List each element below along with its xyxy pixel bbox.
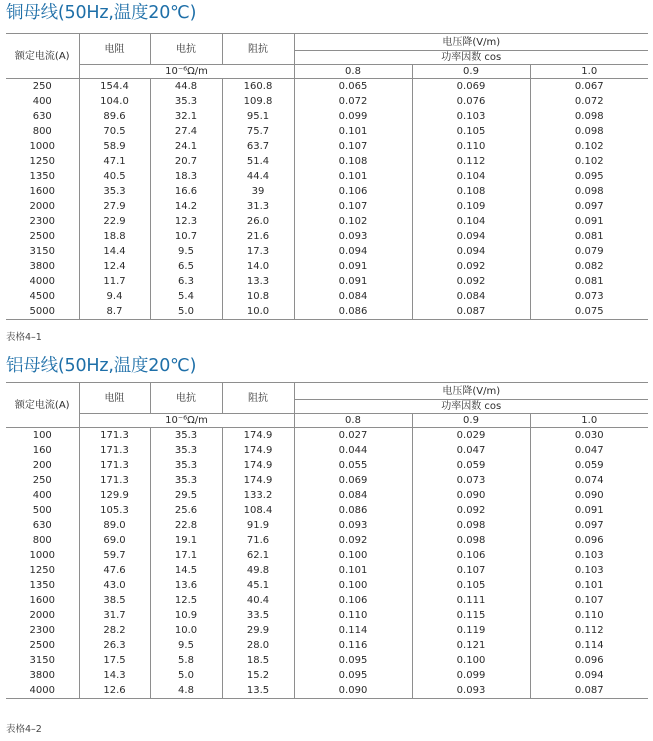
table-row: [6, 274, 648, 289]
table-cell: 47.1: [79, 154, 150, 169]
table-cell: 0.098: [530, 124, 648, 139]
table-cell: 0.092: [412, 259, 530, 274]
table-cell: 160.8: [222, 79, 294, 95]
table-cell: 3150: [29, 655, 55, 666]
table-cell: 25.6: [150, 503, 222, 518]
table-cell: 0.069: [294, 473, 412, 488]
table-cell: 0.103: [412, 109, 530, 124]
table-cell: 800: [32, 126, 52, 137]
table-cell: 69.0: [79, 533, 150, 548]
table-cell: 5000: [6, 304, 79, 320]
table-cell: 1350: [29, 171, 55, 182]
table-cell: 0.112: [412, 154, 530, 169]
table-cell: 0.091: [530, 503, 648, 518]
table-cell: 0.097: [530, 199, 648, 214]
table-cell: 2000: [29, 201, 55, 212]
table-cell: 109.8: [222, 94, 294, 109]
table-row: [6, 139, 648, 154]
table-cell: 29.5: [150, 488, 222, 503]
table-cell: 44.8: [150, 79, 222, 95]
table-cell: 18.8: [79, 229, 150, 244]
aluminum-table-caption: 表格4–2: [6, 724, 42, 735]
table-cell: 0.047: [530, 443, 648, 458]
table-cell: 14.3: [79, 668, 150, 683]
header-pf-1-0: 1.0: [530, 65, 648, 79]
table-cell: 1350: [29, 580, 55, 591]
table-cell: 1250: [29, 156, 55, 167]
table-cell: 100: [32, 430, 52, 441]
table-cell: 12.4: [79, 259, 150, 274]
table-cell: 51.4: [222, 154, 294, 169]
copper-busbar-table: [6, 33, 648, 320]
table-cell: 27.9: [79, 199, 150, 214]
table-cell: 35.3: [79, 184, 150, 199]
table-cell: 0.087: [412, 304, 530, 320]
header-pf-1-0: 1.0: [530, 414, 648, 428]
table-row: [6, 548, 648, 563]
header-resistance: 电阻: [79, 383, 150, 414]
table-cell: 0.091: [294, 259, 412, 274]
table-cell: 5.8: [150, 653, 222, 668]
table-cell: 18.3: [150, 169, 222, 184]
table-cell: 0.114: [294, 623, 412, 638]
table-cell: 630: [32, 520, 52, 531]
table-cell: 0.110: [294, 608, 412, 623]
table-cell: 154.4: [79, 79, 150, 95]
table-cell: 0.092: [294, 533, 412, 548]
table-cell: 0.069: [412, 79, 530, 95]
table-cell: 0.101: [294, 124, 412, 139]
table-cell: 31.3: [222, 199, 294, 214]
table-cell: 0.059: [530, 458, 648, 473]
header-voltage-drop: 电压降(V/m): [294, 34, 648, 51]
table-cell: 2000: [29, 610, 55, 621]
table-cell: 13.6: [150, 578, 222, 593]
table-cell: 104.0: [79, 94, 150, 109]
header-power-factor: 功率因数 cos: [294, 400, 648, 414]
table-row: [6, 458, 648, 473]
table-cell: 0.119: [412, 623, 530, 638]
table-cell: 5.0: [150, 304, 222, 320]
table-cell: 0.100: [294, 548, 412, 563]
table-cell: 26.3: [79, 638, 150, 653]
table-cell: 171.3: [79, 443, 150, 458]
table-row: [6, 259, 648, 274]
table-row: [6, 683, 648, 699]
table-cell: 59.7: [79, 548, 150, 563]
table-cell: 0.098: [530, 184, 648, 199]
table-cell: 14.5: [150, 563, 222, 578]
table-row: [6, 653, 648, 668]
table-cell: 0.065: [294, 79, 412, 95]
table-cell: 0.072: [294, 94, 412, 109]
table-cell: 0.106: [294, 184, 412, 199]
table-cell: 0.101: [294, 563, 412, 578]
table-cell: 171.3: [79, 428, 150, 444]
header-power-factor: 功率因数 cos: [294, 51, 648, 65]
table-cell: 9.5: [150, 244, 222, 259]
table-row: [6, 124, 648, 139]
table-cell: 0.106: [294, 593, 412, 608]
table-row: [6, 533, 648, 548]
table-cell: 0.074: [530, 473, 648, 488]
table-cell: 29.9: [222, 623, 294, 638]
table-cell: 63.7: [222, 139, 294, 154]
table-cell: 0.090: [530, 488, 648, 503]
table-row: [6, 214, 648, 229]
table-cell: 14.2: [150, 199, 222, 214]
table-cell: 0.103: [530, 548, 648, 563]
table-cell: 0.072: [530, 94, 648, 109]
table-cell: 0.087: [530, 683, 648, 699]
table-cell: 39: [222, 184, 294, 199]
table-cell: 13.5: [222, 683, 294, 699]
table-cell: 89.6: [79, 109, 150, 124]
table-cell: 0.096: [530, 533, 648, 548]
table-row: [6, 638, 648, 653]
table-cell: 17.1: [150, 548, 222, 563]
header-impedance: 阻抗: [222, 383, 294, 414]
table-cell: 28.2: [79, 623, 150, 638]
table-cell: 47.6: [79, 563, 150, 578]
table-cell: 0.098: [412, 533, 530, 548]
table-cell: 0.105: [412, 578, 530, 593]
table-cell: 33.5: [222, 608, 294, 623]
table-cell: 95.1: [222, 109, 294, 124]
table-row: [6, 94, 648, 109]
table-cell: 0.107: [294, 199, 412, 214]
table-cell: 20.7: [150, 154, 222, 169]
table-cell: 0.073: [412, 473, 530, 488]
table-cell: 0.111: [412, 593, 530, 608]
copper-table-title: 铜母线(50Hz,温度20℃): [6, 3, 197, 23]
header-impedance: 阻抗: [222, 34, 294, 65]
table-cell: 0.081: [530, 274, 648, 289]
table-cell: 0.100: [294, 578, 412, 593]
copper-table-caption: 表格4–1: [6, 332, 42, 343]
table-cell: 0.093: [294, 229, 412, 244]
table-cell: 200: [32, 460, 52, 471]
table-cell: 0.084: [294, 488, 412, 503]
table-cell: 70.5: [79, 124, 150, 139]
table-cell: 0.076: [412, 94, 530, 109]
aluminum-table-title: 铝母线(50Hz,温度20℃): [6, 356, 197, 376]
table-cell: 500: [32, 505, 52, 516]
table-cell: 0.094: [294, 244, 412, 259]
table-cell: 0.094: [412, 244, 530, 259]
table-cell: 22.9: [79, 214, 150, 229]
table-cell: 0.107: [412, 563, 530, 578]
table-cell: 0.084: [412, 289, 530, 304]
table-row: [6, 304, 648, 320]
table-cell: 0.073: [530, 289, 648, 304]
table-cell: 0.095: [294, 668, 412, 683]
table-cell: 0.101: [530, 578, 648, 593]
table-cell: 174.9: [222, 458, 294, 473]
table-cell: 0.115: [412, 608, 530, 623]
table-cell: 12.6: [79, 683, 150, 699]
header-rated-current: 额定电流(A): [6, 34, 79, 79]
table-cell: 129.9: [79, 488, 150, 503]
table-row: [6, 593, 648, 608]
table-cell: 58.9: [79, 139, 150, 154]
table-cell: 10.9: [150, 608, 222, 623]
table-cell: 14.4: [79, 244, 150, 259]
table-cell: 0.081: [530, 229, 648, 244]
table-cell: 10.8: [222, 289, 294, 304]
table-cell: 0.102: [294, 214, 412, 229]
table-cell: 27.4: [150, 124, 222, 139]
table-row: [6, 623, 648, 638]
table-cell: 6.5: [150, 259, 222, 274]
table-cell: 0.092: [412, 274, 530, 289]
table-cell: 0.110: [530, 608, 648, 623]
table-cell: 0.109: [412, 199, 530, 214]
table-row: [6, 473, 648, 488]
table-cell: 0.091: [530, 214, 648, 229]
table-cell: 91.9: [222, 518, 294, 533]
table-cell: 0.086: [294, 304, 412, 320]
table-cell: 2500: [29, 231, 55, 242]
table-cell: 71.6: [222, 533, 294, 548]
table-cell: 0.030: [530, 428, 648, 444]
table-cell: 18.5: [222, 653, 294, 668]
table-cell: 15.2: [222, 668, 294, 683]
table-cell: 3150: [29, 246, 55, 257]
header-unit: 10⁻⁶Ω/m: [79, 414, 294, 428]
table-row: [6, 184, 648, 199]
table-cell: 108.4: [222, 503, 294, 518]
table-cell: 49.8: [222, 563, 294, 578]
table-cell: 35.3: [150, 458, 222, 473]
table-cell: 24.1: [150, 139, 222, 154]
table-cell: 16.6: [150, 184, 222, 199]
table-cell: 17.5: [79, 653, 150, 668]
table-cell: 0.090: [294, 683, 412, 699]
table-row: [6, 428, 648, 444]
table-cell: 6.3: [150, 274, 222, 289]
header-pf-0-8: 0.8: [294, 414, 412, 428]
table-cell: 9.5: [150, 638, 222, 653]
table-cell: 0.107: [530, 593, 648, 608]
table-cell: 4500: [29, 291, 55, 302]
table-cell: 2300: [29, 216, 55, 227]
table-cell: 12.3: [150, 214, 222, 229]
table-cell: 45.1: [222, 578, 294, 593]
table-cell: 35.3: [150, 473, 222, 488]
table-row: [6, 578, 648, 593]
header-unit: 10⁻⁶Ω/m: [79, 65, 294, 79]
table-cell: 0.121: [412, 638, 530, 653]
header-pf-0-9: 0.9: [412, 65, 530, 79]
table-cell: 32.1: [150, 109, 222, 124]
table-cell: 0.107: [294, 139, 412, 154]
table-cell: 0.104: [412, 169, 530, 184]
table-cell: 0.105: [412, 124, 530, 139]
table-cell: 89.0: [79, 518, 150, 533]
table-row: [6, 154, 648, 169]
table-cell: 1600: [29, 186, 55, 197]
table-cell: 4.8: [150, 683, 222, 699]
header-rated-current: 额定电流(A): [6, 383, 79, 428]
table-cell: 250: [32, 475, 52, 486]
table-cell: 17.3: [222, 244, 294, 259]
table-cell: 0.084: [294, 289, 412, 304]
table-cell: 174.9: [222, 473, 294, 488]
table-cell: 43.0: [79, 578, 150, 593]
table-cell: 0.097: [530, 518, 648, 533]
table-cell: 14.0: [222, 259, 294, 274]
table-cell: 160: [32, 445, 52, 456]
table-cell: 105.3: [79, 503, 150, 518]
table-cell: 35.3: [150, 443, 222, 458]
table-cell: 62.1: [222, 548, 294, 563]
header-reactance: 电抗: [150, 383, 222, 414]
table-cell: 0.096: [530, 653, 648, 668]
table-cell: 0.082: [530, 259, 648, 274]
table-cell: 9.4: [79, 289, 150, 304]
header-resistance: 电阻: [79, 34, 150, 65]
table-cell: 10.7: [150, 229, 222, 244]
table-cell: 0.090: [412, 488, 530, 503]
table-cell: 800: [32, 535, 52, 546]
table-cell: 0.044: [294, 443, 412, 458]
header-pf-0-8: 0.8: [294, 65, 412, 79]
table-cell: 0.102: [530, 154, 648, 169]
table-cell: 40.5: [79, 169, 150, 184]
table-cell: 0.101: [294, 169, 412, 184]
table-cell: 35.3: [150, 94, 222, 109]
table-cell: 0.099: [412, 668, 530, 683]
table-row: [6, 503, 648, 518]
table-cell: 400: [32, 490, 52, 501]
table-cell: 8.7: [79, 304, 150, 320]
table-cell: 13.3: [222, 274, 294, 289]
table-cell: 0.086: [294, 503, 412, 518]
table-cell: 35.3: [150, 428, 222, 444]
table-cell: 0.047: [412, 443, 530, 458]
table-cell: 0.114: [530, 638, 648, 653]
table-cell: 0.110: [412, 139, 530, 154]
table-row: [6, 169, 648, 184]
table-cell: 75.7: [222, 124, 294, 139]
table-cell: 0.116: [294, 638, 412, 653]
table-cell: 3800: [29, 670, 55, 681]
table-row: [6, 289, 648, 304]
table-cell: 0.093: [412, 683, 530, 699]
table-cell: 0.094: [412, 229, 530, 244]
table-cell: 4000: [29, 276, 55, 287]
table-cell: 0.055: [294, 458, 412, 473]
table-cell: 0.102: [530, 139, 648, 154]
table-row: [6, 244, 648, 259]
table-cell: 0.079: [530, 244, 648, 259]
table-cell: 0.067: [530, 79, 648, 95]
table-cell: 3800: [29, 261, 55, 272]
table-cell: 1250: [29, 565, 55, 576]
table-row: [6, 229, 648, 244]
table-cell: 0.091: [294, 274, 412, 289]
table-cell: 0.092: [412, 503, 530, 518]
table-cell: 0.103: [530, 563, 648, 578]
table-cell: 171.3: [79, 458, 150, 473]
table-cell: 1000: [29, 550, 55, 561]
table-cell: 0.104: [412, 214, 530, 229]
header-voltage-drop: 电压降(V/m): [294, 383, 648, 400]
table-cell: 31.7: [79, 608, 150, 623]
table-cell: 133.2: [222, 488, 294, 503]
table-cell: 630: [32, 111, 52, 122]
table-cell: 0.098: [530, 109, 648, 124]
table-row: [6, 443, 648, 458]
table-cell: 40.4: [222, 593, 294, 608]
table-cell: 44.4: [222, 169, 294, 184]
table-cell: 2300: [29, 625, 55, 636]
table-cell: 2500: [29, 640, 55, 651]
table-cell: 0.075: [530, 304, 648, 320]
table-cell: 0.094: [530, 668, 648, 683]
table-cell: 11.7: [79, 274, 150, 289]
table-cell: 26.0: [222, 214, 294, 229]
table-cell: 38.5: [79, 593, 150, 608]
table-row: [6, 518, 648, 533]
table-cell: 0.108: [412, 184, 530, 199]
table-cell: 0.108: [294, 154, 412, 169]
table-cell: 0.112: [530, 623, 648, 638]
table-cell: 0.027: [294, 428, 412, 444]
table-row: [6, 79, 648, 95]
table-cell: 5.4: [150, 289, 222, 304]
table-row: [6, 563, 648, 578]
table-cell: 5.0: [150, 668, 222, 683]
table-cell: 174.9: [222, 428, 294, 444]
aluminum-busbar-table: [6, 382, 648, 699]
table-cell: 21.6: [222, 229, 294, 244]
table-cell: 0.099: [294, 109, 412, 124]
table-cell: 10.0: [222, 304, 294, 320]
table-row: [6, 488, 648, 503]
table-cell: 28.0: [222, 638, 294, 653]
table-cell: 0.095: [294, 653, 412, 668]
table-row: [6, 199, 648, 214]
table-cell: 250: [32, 81, 52, 92]
table-cell: 0.095: [530, 169, 648, 184]
table-cell: 0.098: [412, 518, 530, 533]
table-cell: 1600: [29, 595, 55, 606]
table-cell: 400: [32, 96, 52, 107]
table-row: [6, 109, 648, 124]
table-cell: 0.100: [412, 653, 530, 668]
table-cell: 174.9: [222, 443, 294, 458]
table-row: [6, 668, 648, 683]
table-cell: 0.093: [294, 518, 412, 533]
table-cell: 12.5: [150, 593, 222, 608]
table-cell: 0.059: [412, 458, 530, 473]
table-cell: 4000: [6, 683, 79, 699]
table-row: [6, 608, 648, 623]
header-reactance: 电抗: [150, 34, 222, 65]
header-pf-0-9: 0.9: [412, 414, 530, 428]
table-cell: 22.8: [150, 518, 222, 533]
table-cell: 0.106: [412, 548, 530, 563]
table-cell: 1000: [29, 141, 55, 152]
table-cell: 0.029: [412, 428, 530, 444]
table-cell: 171.3: [79, 473, 150, 488]
table-cell: 10.0: [150, 623, 222, 638]
table-cell: 19.1: [150, 533, 222, 548]
